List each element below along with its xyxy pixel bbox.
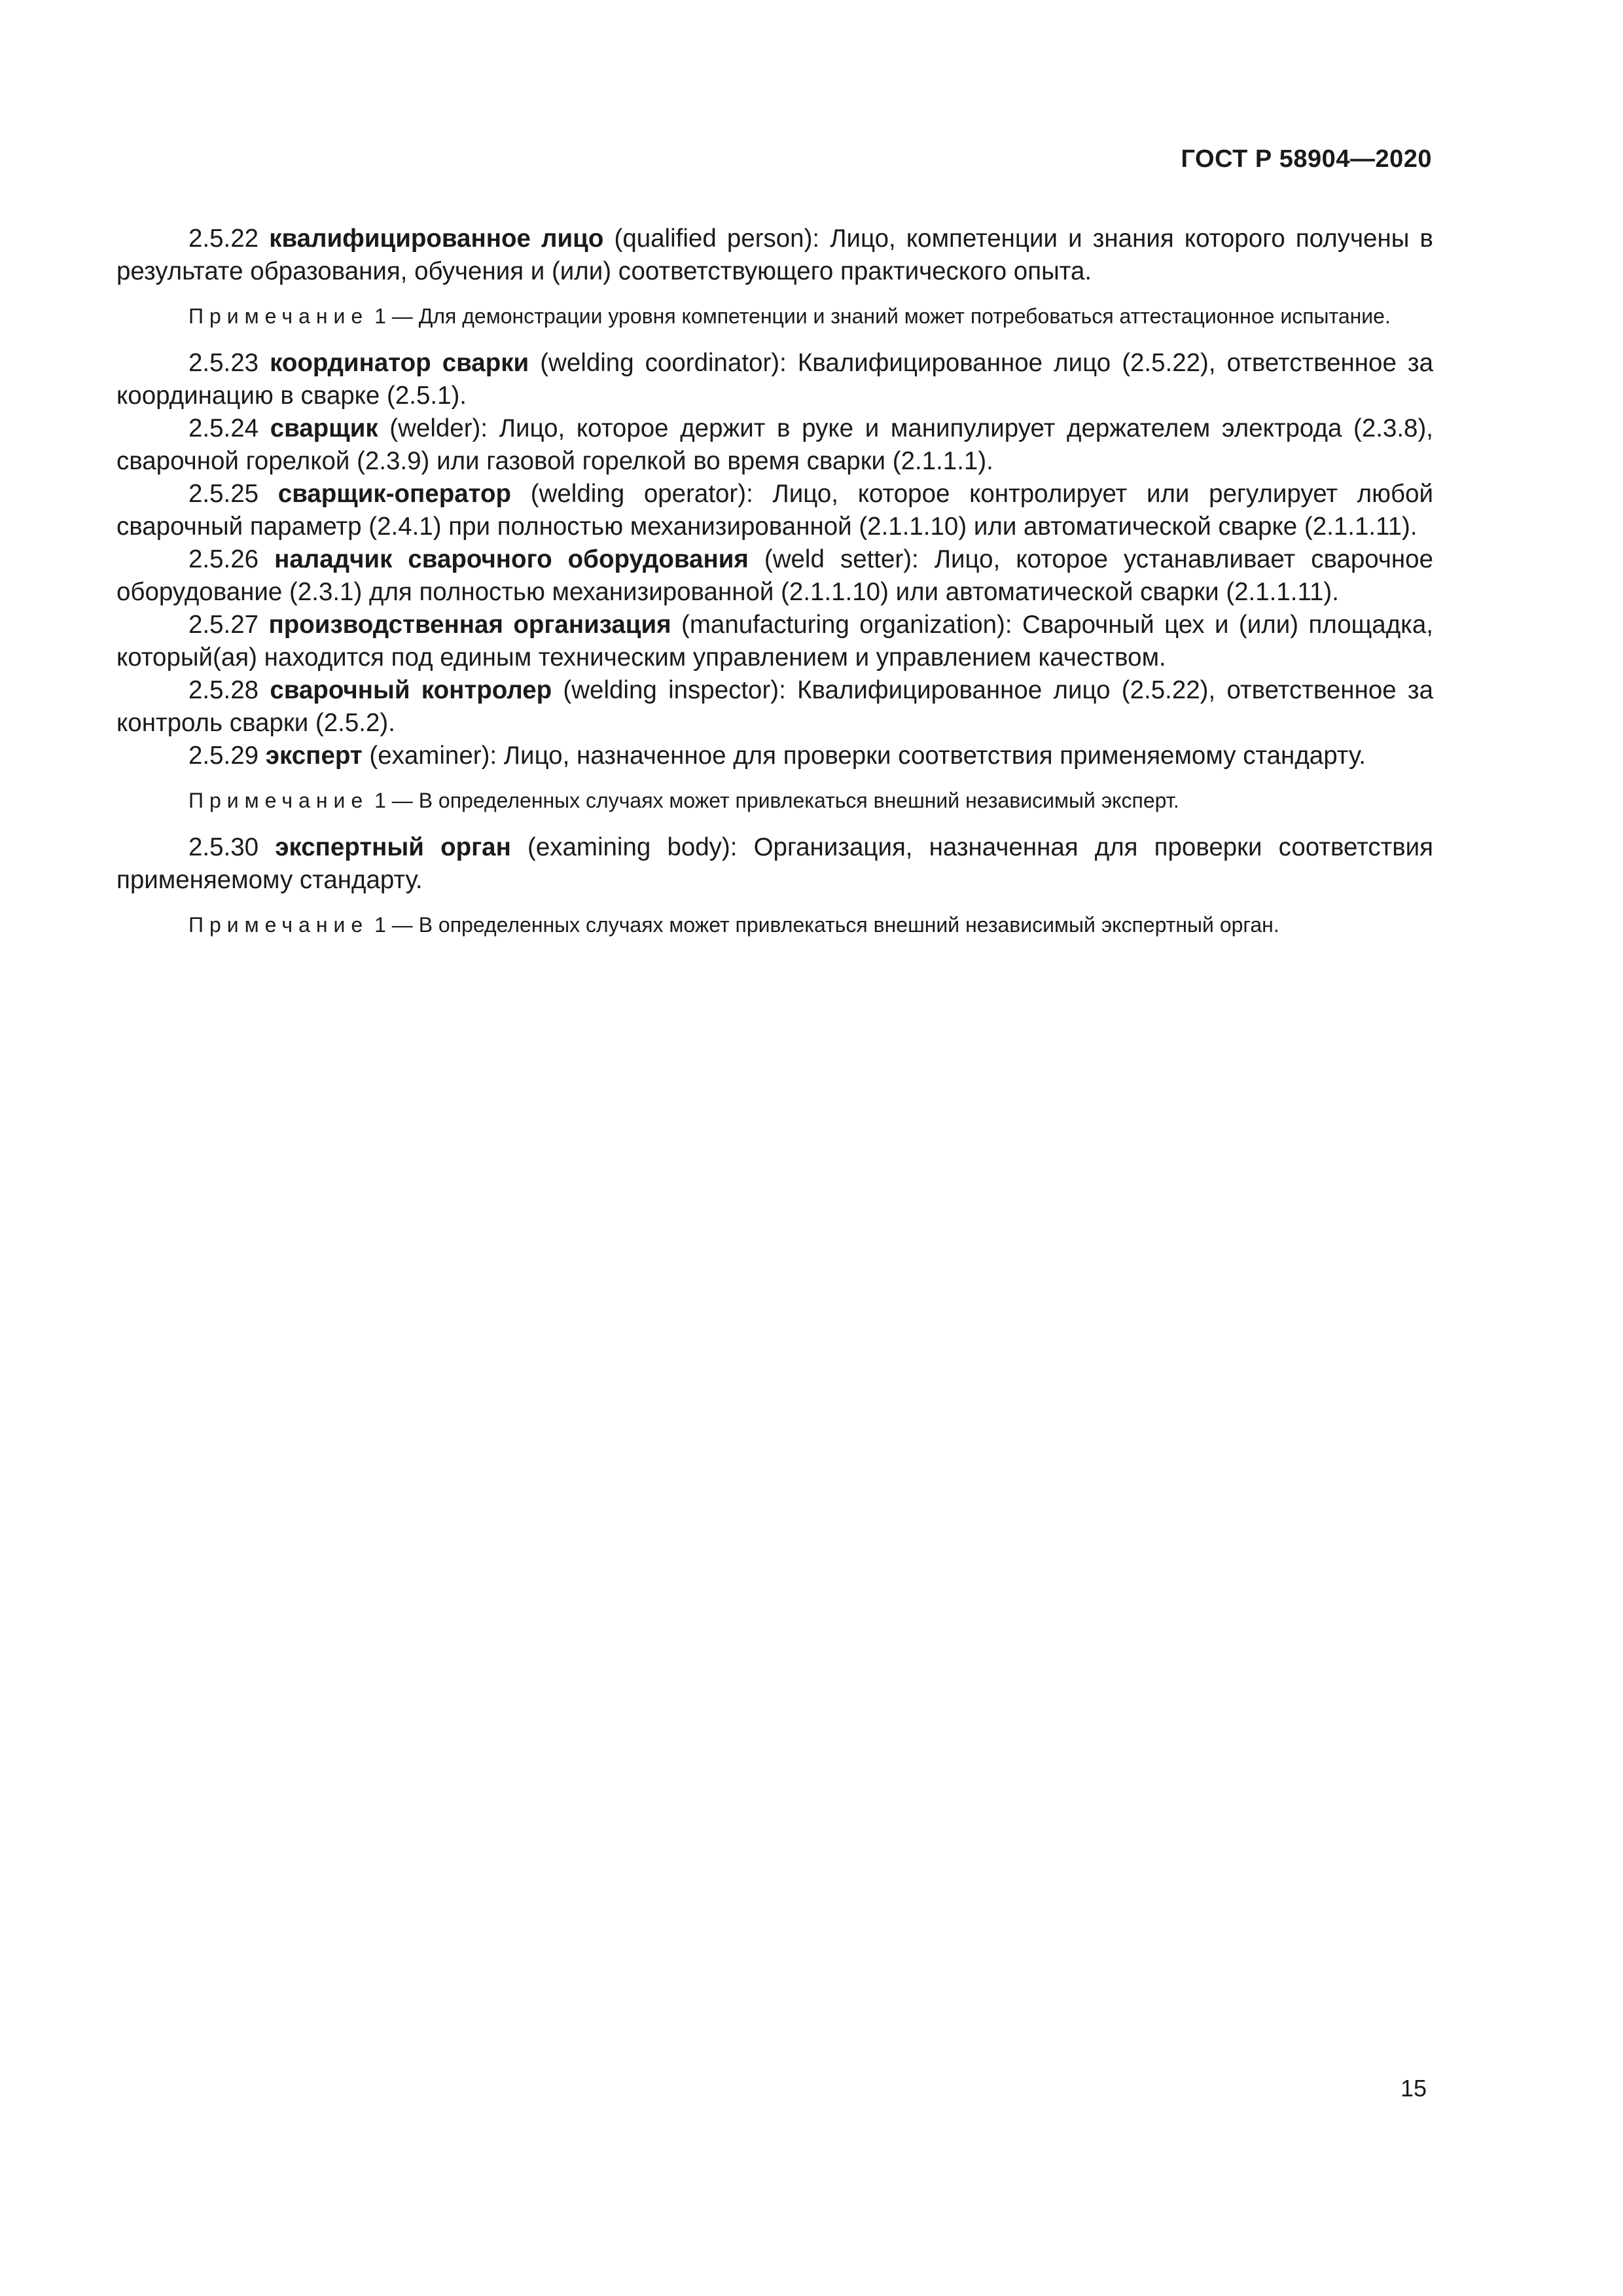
entry-number: 2.5.30 — [188, 833, 259, 861]
entry-definition: (welder): Лицо, которое держит в руке и манипулирует держателем электрода (2.3.8), сварочной горелкой (2.3.9) или газовой горелкой во время сварки (2.1.1.1). — [116, 414, 1433, 475]
term-entry-2-5-28 — [116, 674, 1433, 740]
term-entry-2-5-29 — [116, 740, 1433, 772]
entry-note — [116, 787, 1433, 814]
entry-term: экспертный орган — [275, 833, 511, 861]
term-entry-2-5-22 — [116, 223, 1433, 288]
note-text: 1 — В определенных случаях может привлекаться внешний независимый экспертный орган. — [368, 913, 1279, 937]
entry-number: 2.5.23 — [188, 349, 259, 377]
entry-term: наладчик сварочного оборудования — [274, 545, 749, 573]
entry-term: производственная организация — [268, 611, 671, 639]
entry-term: эксперт — [265, 742, 363, 770]
entry-number: 2.5.29 — [188, 742, 259, 770]
entry-definition: (welding operator): Лицо, которое контролирует или регулирует любой сварочный параметр (2.4.1) при полностью механизированной (2.1.1.10) или автоматической сварке (2.1.1.11). — [116, 480, 1433, 541]
term-entry-2-5-27 — [116, 609, 1433, 674]
note-text: 1 — Для демонстрации уровня компетенции и знаний может потребоваться аттестационное испытание. — [368, 304, 1391, 328]
entry-number: 2.5.26 — [188, 545, 259, 573]
entry-term: сварочный контролер — [270, 676, 552, 704]
entry-term: квалифицированное лицо — [269, 224, 604, 253]
entry-note — [116, 911, 1433, 939]
note-label: Примечание — [188, 304, 369, 328]
entry-term: координатор сварки — [270, 349, 529, 377]
document-header: ГОСТ Р 58904—2020 — [1181, 145, 1432, 173]
entry-number: 2.5.22 — [188, 224, 259, 253]
entry-term: сварщик-оператор — [277, 480, 512, 508]
term-entry-2-5-25 — [116, 478, 1433, 543]
page-number: 15 — [1400, 2075, 1427, 2102]
entry-definition: (manufacturing organization): Сварочный цех и (или) площадка, который(ая) находится под единым техническим управлением и управлением качеством. — [116, 611, 1433, 672]
entry-note — [116, 302, 1433, 330]
term-entry-2-5-26 — [116, 543, 1433, 609]
term-entry-2-5-30 — [116, 831, 1433, 897]
entry-definition: (examiner): Лицо, назначенное для проверки соответствия применяемому стандарту. — [362, 742, 1366, 770]
entry-number: 2.5.27 — [188, 611, 259, 639]
document-body — [116, 223, 1433, 956]
entry-definition: (examining body): Организация, назначенная для проверки соответствия применяемому стандарту. — [116, 833, 1434, 894]
note-label: Примечание — [188, 913, 369, 937]
entry-term: сварщик — [270, 414, 378, 442]
entry-definition: (welding coordinator): Квалифицированное лицо (2.5.22), ответственное за координацию в сварке (2.5.1). — [116, 349, 1433, 410]
entry-definition: (welding inspector): Квалифицированное лицо (2.5.22), ответственное за контроль сварки (2.5.2). — [116, 676, 1433, 737]
term-entry-2-5-24 — [116, 412, 1433, 478]
note-label: Примечание — [188, 789, 369, 812]
note-text: 1 — В определенных случаях может привлекаться внешний независимый эксперт. — [368, 789, 1179, 812]
entry-definition: (weld setter): Лицо, которое устанавливает сварочное оборудование (2.3.1) для полностью механизированной (2.1.1.10) или автоматической сварки (2.1.1.11). — [116, 545, 1433, 606]
entry-number: 2.5.24 — [188, 414, 259, 442]
entry-number: 2.5.25 — [188, 480, 259, 508]
entry-definition: (qualified person): Лицо, компетенции и знания которого получены в результате образования, обучения и (или) соответствующего практического опыта. — [116, 224, 1433, 285]
entry-number: 2.5.28 — [188, 676, 259, 704]
term-entry-2-5-23 — [116, 347, 1433, 412]
